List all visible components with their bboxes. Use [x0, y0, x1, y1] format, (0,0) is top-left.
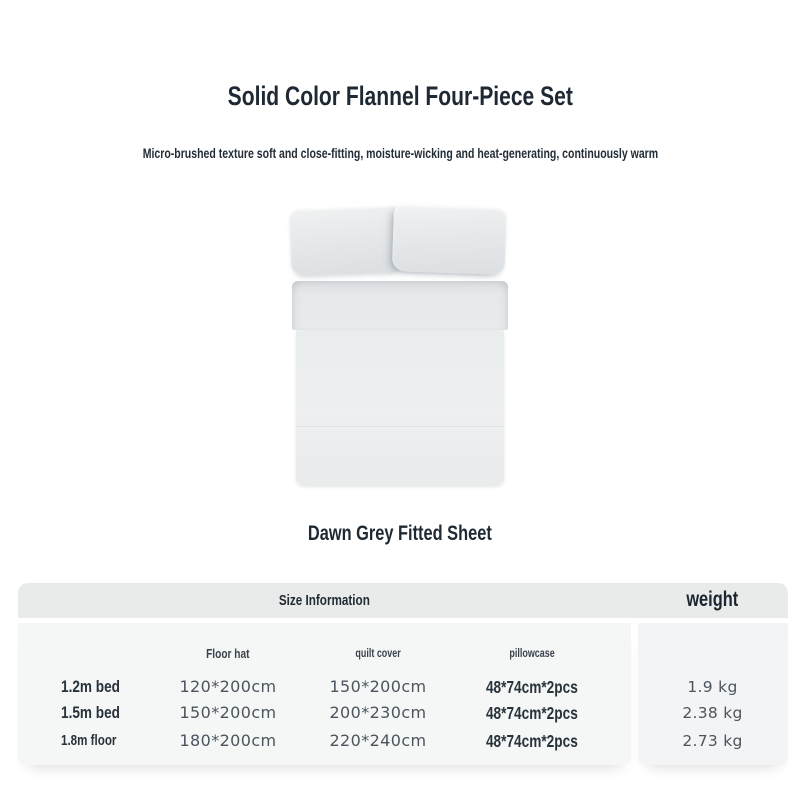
floor-hat-value: 120*200cm — [179, 677, 277, 696]
page-subtitle-text: Micro-brushed texture soft and close-fitting, moisture-wicking and heat-generating, continuously warm — [142, 146, 658, 161]
column-header-pillowcase: pillowcase — [509, 648, 555, 660]
product-image-bed — [285, 200, 515, 495]
bed-pillow-left — [289, 205, 404, 276]
floor-hat-value: 150*200cm — [179, 703, 277, 722]
bed-sheet-band — [292, 281, 508, 330]
floor-hat-value: 180*200cm — [179, 731, 277, 750]
bed-pillow-right — [392, 204, 507, 275]
quilt-cover-value: 200*230cm — [329, 703, 427, 722]
product-caption-text: Dawn Grey Fitted Sheet — [308, 522, 492, 545]
weight-column-label: weight — [686, 588, 739, 611]
size-information-label: Size Information — [278, 592, 371, 609]
page-subtitle — [0, 146, 800, 161]
column-header-quilt-cover: quilt cover — [355, 648, 401, 660]
pillowcase-value: 48*74cm*2pcs — [486, 731, 578, 751]
row-label: 1.8m floor — [61, 733, 117, 749]
weight-value: 2.38 kg — [682, 704, 743, 722]
bed-duvet-fold-line — [296, 426, 504, 428]
page-title — [0, 81, 800, 112]
page-title-text: Solid Color Flannel Four-Piece Set — [227, 81, 573, 111]
row-label: 1.5m bed — [61, 703, 120, 722]
quilt-cover-value: 150*200cm — [329, 677, 427, 696]
weight-value: 1.9 kg — [687, 678, 738, 696]
column-header-floor-hat: Floor hat — [206, 646, 250, 661]
pillowcase-value: 48*74cm*2pcs — [486, 703, 578, 723]
bed-duvet — [296, 330, 504, 485]
weight-value: 2.73 kg — [682, 732, 743, 750]
quilt-cover-value: 220*240cm — [329, 731, 427, 750]
product-caption — [0, 522, 800, 546]
row-label: 1.2m bed — [61, 677, 120, 696]
pillowcase-value: 48*74cm*2pcs — [486, 677, 578, 697]
